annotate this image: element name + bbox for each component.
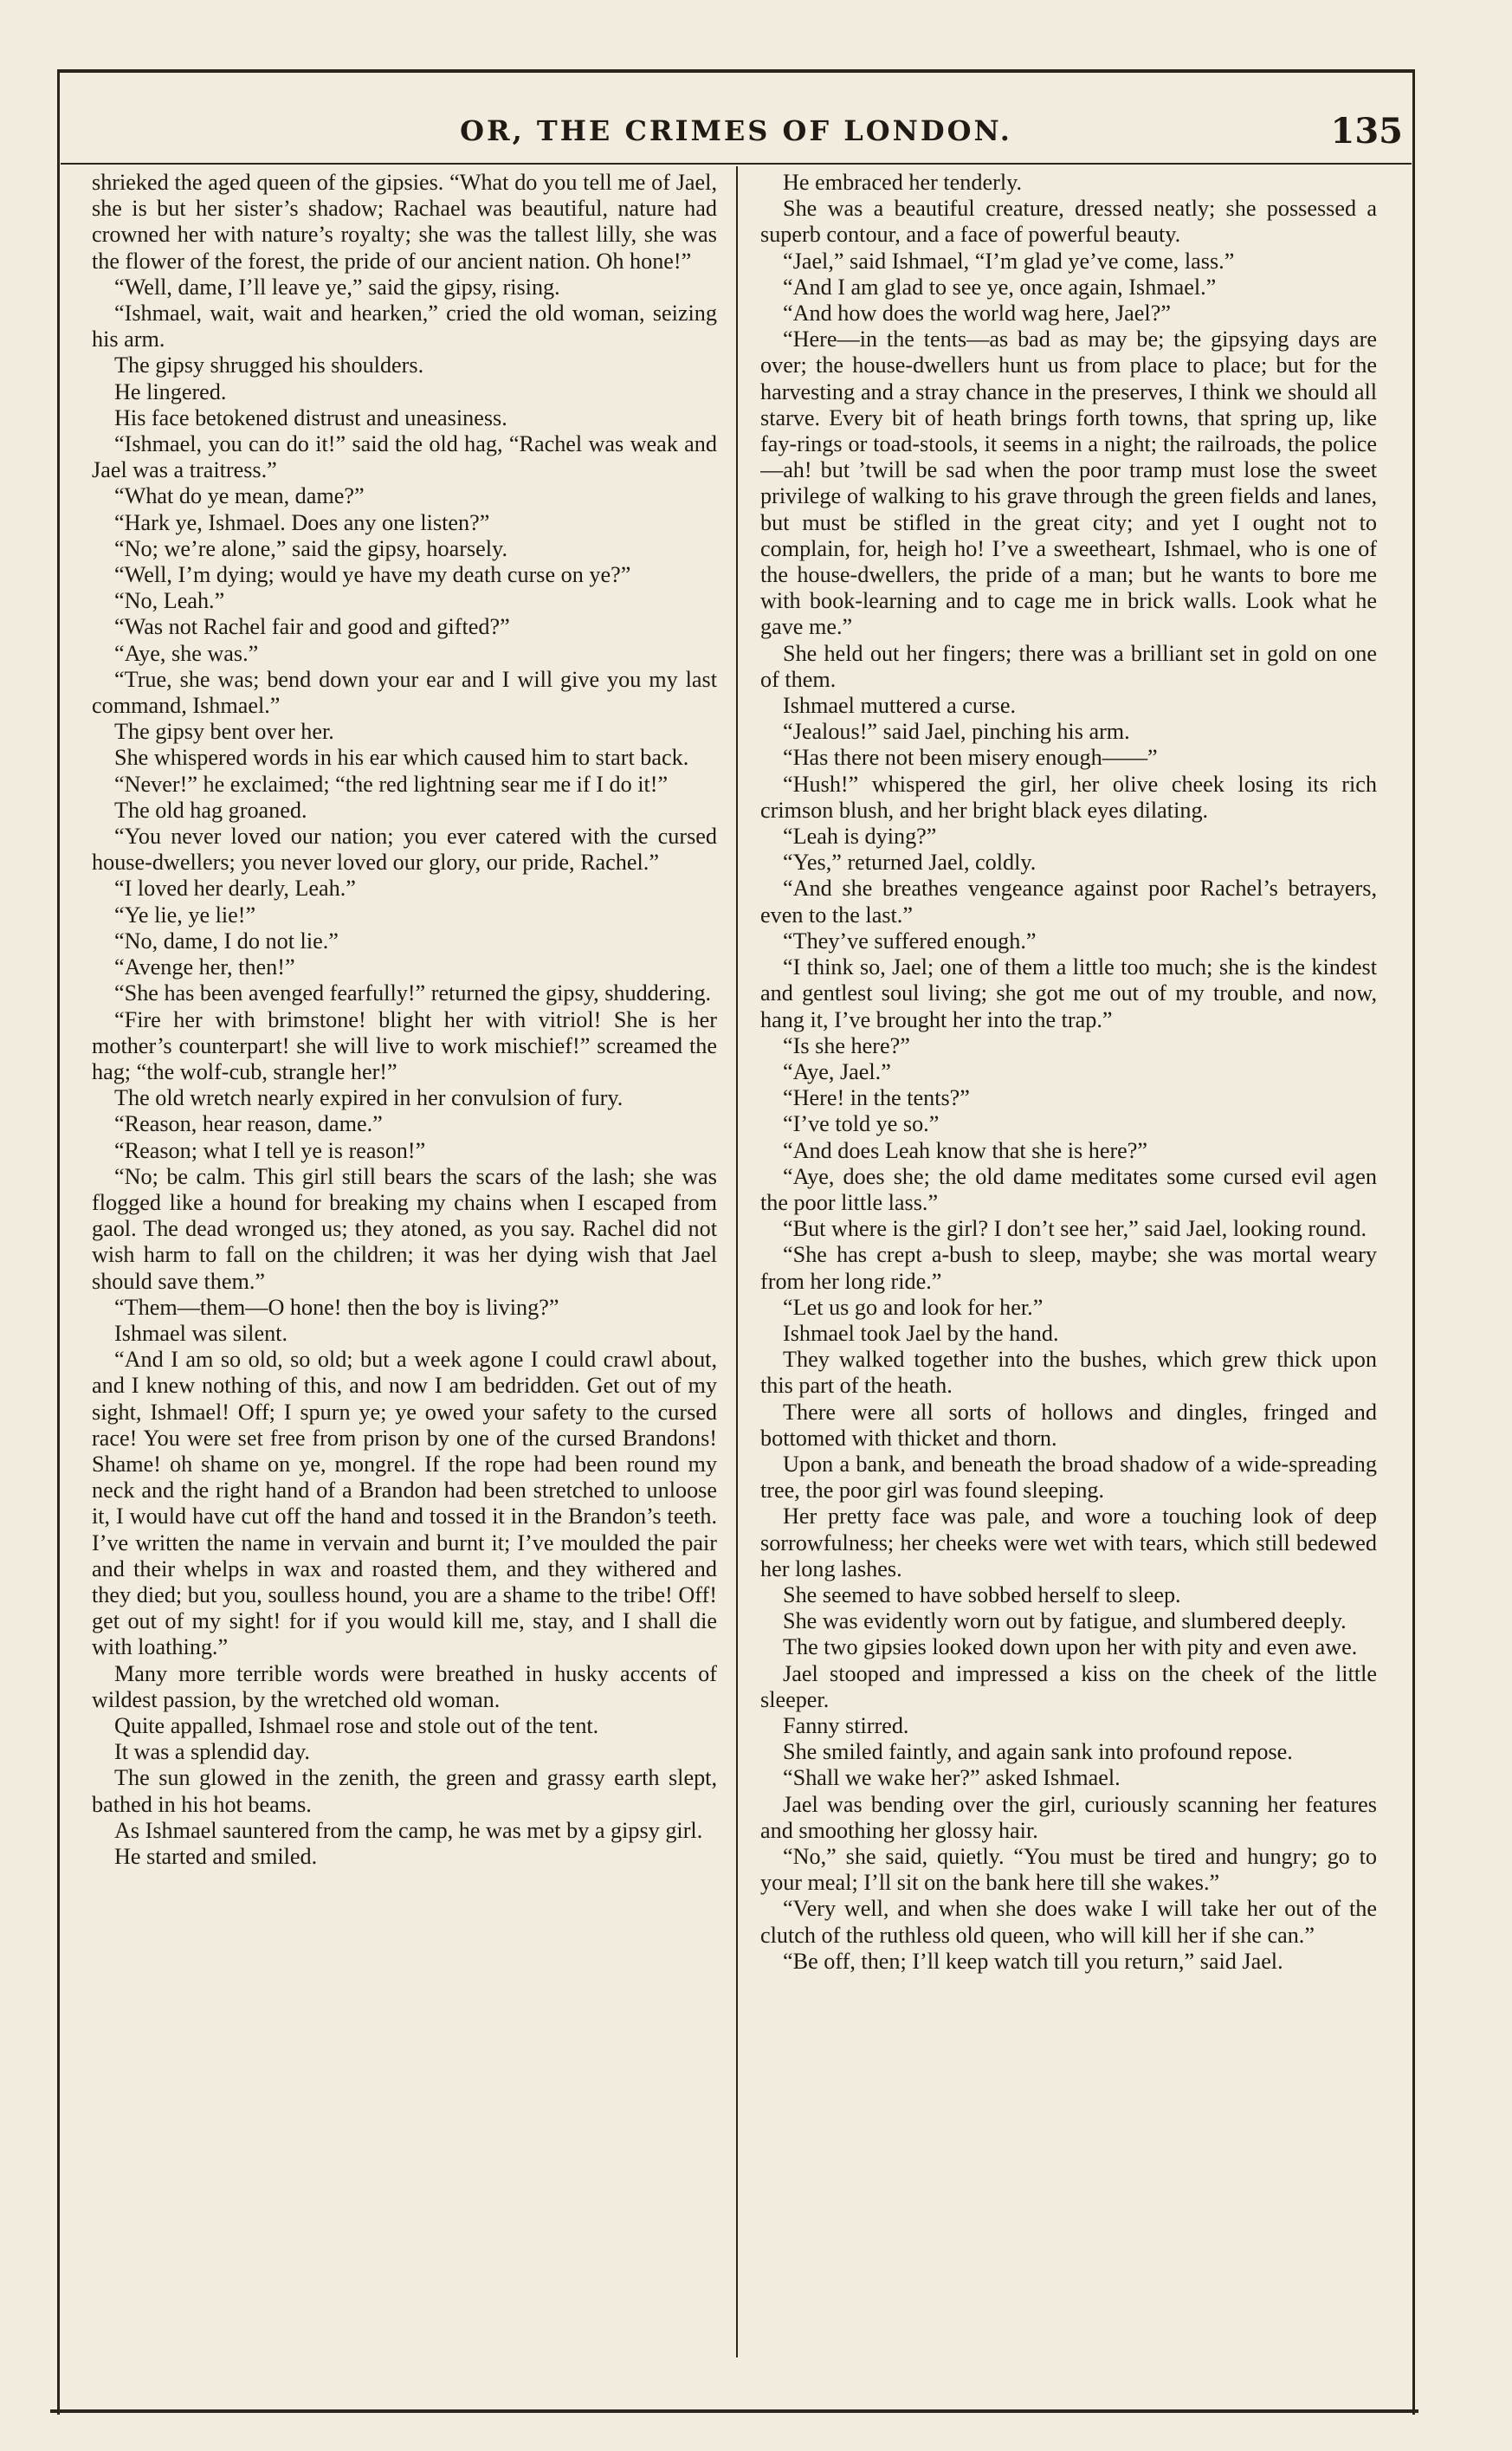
- paragraph: It was a splendid day.: [114, 1739, 310, 1765]
- paragraph: “She has crept a-bush to sleep, maybe; she was mortal weary from her long ride.”: [760, 1242, 1377, 1294]
- paragraph: “Aye, Jael.”: [783, 1058, 891, 1084]
- paragraph: “Very well, and when she does wake I will take her out of the clutch of the ruthless old queen, who will kill her if she can.”: [760, 1896, 1377, 1948]
- paragraph: “Fire her with brimstone! blight her with vitriol! She is her mother’s counterpart! she will live to work mischief!” screamed the hag; “the wolf-cub, strangle her!”: [92, 1006, 717, 1084]
- paragraph: “No,” she said, quietly. “You must be tired and hungry; go to your meal; I’ll sit on the bank here till she wakes.”: [760, 1844, 1377, 1896]
- paragraph: As Ishmael sauntered from the camp, he was met by a gipsy girl.: [114, 1817, 703, 1843]
- paragraph: “Reason; what I tell ye is reason!”: [114, 1137, 426, 1163]
- paragraph: “I loved her dearly, Leah.”: [114, 876, 356, 902]
- running-title: OR, THE CRIMES OF LONDON.: [460, 114, 1012, 147]
- paragraph: She whispered words in his ear which caused him to start back.: [114, 745, 689, 771]
- paragraph: “You never loved our nation; you ever catered with the cursed house-dwellers; you never loved our glory, our pride, Rachel.”: [92, 824, 717, 876]
- paragraph: “Aye, she was.”: [114, 640, 259, 666]
- paragraph: “And does Leah know that she is here?”: [783, 1137, 1148, 1163]
- paragraph: The two gipsies looked down upon her with pity and even awe.: [783, 1634, 1358, 1660]
- page-header: [61, 102, 1412, 163]
- paragraph: “Let us go and look for her.”: [783, 1294, 1044, 1320]
- paragraph: Jael was bending over the girl, curiously scanning her features and smoothing her glossy hair.: [760, 1791, 1377, 1843]
- paragraph: He started and smiled.: [114, 1844, 318, 1869]
- paragraph: “Here! in the tents?”: [783, 1085, 970, 1111]
- paragraph: The old hag groaned.: [114, 797, 307, 823]
- paragraph: Ishmael was silent.: [114, 1320, 288, 1346]
- paragraph: There were all sorts of hollows and dingles, fringed and bottomed with thicket and thorn.: [760, 1399, 1377, 1451]
- paragraph: “True, she was; bend down your ear and I will give you my last command, Ishmael.”: [92, 666, 717, 719]
- paragraph: “No; be calm. This girl still bears the scars of the lash; she was flogged like a hound for breaking my chains when I escaped from gaol. The dead wronged us; they atoned, as you say. Rachel did not wish harm to fall on the children; it was her dying wish that Jael should save them.”: [92, 1163, 717, 1294]
- paragraph: “I think so, Jael; one of them a little too much; she is the kindest and gentlest soul living; she got me out of my trouble, and now, hang it, I’ve brought her into the trap.”: [760, 954, 1377, 1032]
- paragraph: The old wretch nearly expired in her convulsion of fury.: [114, 1085, 624, 1111]
- paragraph: Her pretty face was pale, and wore a touching look of deep sorrowfulness; her cheeks were wet with tears, which still bedewed her long lashes.: [760, 1504, 1377, 1581]
- column-divider: [736, 166, 738, 2357]
- paragraph: Upon a bank, and beneath the broad shadow of a wide-spreading tree, the poor girl was found sleeping.: [760, 1451, 1377, 1504]
- paragraph: “I’ve told ye so.”: [783, 1111, 940, 1137]
- paragraph: “What do ye mean, dame?”: [114, 483, 365, 509]
- paragraph: “Reason, hear reason, dame.”: [114, 1111, 383, 1137]
- paragraph: “But where is the girl? I don’t see her,” said Jael, looking round.: [783, 1216, 1367, 1242]
- bottom-border: [50, 2409, 1418, 2413]
- paragraph: Many more terrible words were breathed in husky accents of wildest passion, by the wretched old woman.: [92, 1660, 717, 1712]
- paragraph: She smiled faintly, and again sank into profound repose.: [783, 1739, 1293, 1765]
- paragraph: Ishmael muttered a curse.: [783, 693, 1017, 719]
- paragraph: He lingered.: [114, 378, 227, 404]
- paragraph: “Aye, does she; the old dame meditates some cursed evil agen the poor little lass.”: [760, 1163, 1377, 1215]
- paragraph: “No; we’re alone,” said the gipsy, hoarsely.: [114, 535, 507, 561]
- paragraph: “No, Leah.”: [114, 588, 225, 614]
- top-border: [57, 69, 1415, 73]
- paragraph: The gipsy shrugged his shoulders.: [114, 352, 424, 378]
- paragraph: “Hush!” whispered the girl, her olive cheek losing its rich crimson blush, and her bright black eyes dilating.: [760, 771, 1377, 823]
- paragraph: “No, dame, I do not lie.”: [114, 928, 339, 954]
- paragraph: “Jael,” said Ishmael, “I’m glad ye’ve come, lass.”: [783, 248, 1235, 274]
- paragraph: His face betokened distrust and uneasiness.: [114, 404, 507, 430]
- paragraph: “Avenge her, then!”: [114, 954, 295, 980]
- paragraph: They walked together into the bushes, which grew thick upon this part of the heath.: [760, 1347, 1377, 1399]
- paragraph: Ishmael took Jael by the hand.: [783, 1320, 1059, 1346]
- page-number: 135: [1330, 111, 1403, 152]
- paragraph: Quite appalled, Ishmael rose and stole out of the tent.: [114, 1712, 599, 1738]
- paragraph: The sun glowed in the zenith, the green and grassy earth slept, bathed in his hot beams.: [92, 1765, 717, 1817]
- paragraph: “Be off, then; I’ll keep watch till you return,” said Jael.: [783, 1948, 1283, 1974]
- paragraph: “Never!” he exclaimed; “the red lightning sear me if I do it!”: [114, 771, 669, 797]
- left-border: [57, 69, 60, 2415]
- header-rule: [61, 163, 1412, 165]
- paragraph: “They’ve suffered enough.”: [783, 928, 1037, 954]
- paragraph: Jael stooped and impressed a kiss on the cheek of the little sleeper.: [760, 1660, 1377, 1712]
- paragraph: “She has been avenged fearfully!” returned the gipsy, shuddering.: [114, 980, 712, 1006]
- paragraph: She seemed to have sobbed herself to sleep.: [783, 1581, 1181, 1607]
- paragraph: “And she breathes vengeance against poor Rachel’s betrayers, even to the last.”: [760, 876, 1377, 928]
- paragraph: “Well, dame, I’ll leave ye,” said the gipsy, rising.: [114, 274, 560, 300]
- paragraph: “Hark ye, Ishmael. Does any one listen?”: [114, 509, 490, 535]
- paragraph: “Well, I’m dying; would ye have my death curse on ye?”: [114, 562, 631, 588]
- paragraph: Fanny stirred.: [783, 1712, 909, 1738]
- paragraph: “Is she here?”: [783, 1032, 910, 1058]
- paragraph: “Was not Rachel fair and good and gifted?”: [114, 614, 510, 640]
- paragraph: “And I am so old, so old; but a week agone I could crawl about, and I knew nothing of this, and now I am bedridden. Get out of my sight, Ishmael! Off; I spurn ye; ye owed your safety to the cursed race! You were set free from prison by one of the cursed Brandons! Shame! oh shame on ye, mongrel. If the rope had been round my neck and the right hand of a Brandon had been stretched to unloose it, I would have cut off the hand and tossed it in the Brandon’s teeth. I’ve written the name in vervain and burnt it; I’ve moulded the pair and their whelps in wax and roasted them, and they withered and they died; but you, soulless hound, you are a shame to the tribe! Off! get out of my sight! for if you would kill me, stay, and I shall die with loathing.”: [92, 1347, 717, 1660]
- paragraph: She was a beautiful creature, dressed neatly; she possessed a superb contour, and a face of powerful beauty.: [760, 196, 1377, 248]
- paragraph: “And I am glad to see ye, once again, Ishmael.”: [783, 274, 1217, 300]
- paragraph: She held out her fingers; there was a brilliant set in gold on one of them.: [760, 640, 1377, 692]
- paragraph: “Shall we wake her?” asked Ishmael.: [783, 1765, 1121, 1791]
- paragraph: “Has there not been misery enough——”: [783, 745, 1158, 771]
- paragraph: “Here—in the tents—as bad as may be; the gipsying days are over; the house-dwellers hunt us from place to place; but for the harvesting and a stray chance in the preserves, I think we should all starve. Every bit of heath brings forth towns, that spring up, like fay-rings or toad-stools, it seems in a night; the railroads, the police—ah! but ’twill be sad when the poor tramp must lose the sweet privilege of walking to his grave through the green fields and lanes, but must be stifled in the great city; and yet I ought not to complain, for, heigh ho! I’ve a sweetheart, Ishmael, who is one of the house-dwellers, the pride of a man; but he wants to bore me with book-learning and to cage me in brick walls. Look what he gave me.”: [760, 327, 1377, 640]
- paragraph: She was evidently worn out by fatigue, and slumbered deeply.: [783, 1608, 1347, 1634]
- paragraph: “Ye lie, ye lie!”: [114, 902, 256, 928]
- paragraph: The gipsy bent over her.: [114, 719, 334, 745]
- paragraph: “Ishmael, wait, wait and hearken,” cried the old woman, seizing his arm.: [92, 301, 717, 352]
- left-column: [92, 170, 717, 2352]
- paragraph: “Jealous!” said Jael, pinching his arm.: [783, 719, 1130, 745]
- paragraph: “Them—them—O hone! then the boy is living?”: [114, 1294, 559, 1320]
- paragraph: He embraced her tenderly.: [783, 170, 1023, 195]
- paragraph: “And how does the world wag here, Jael?”: [783, 301, 1171, 327]
- paragraph: shrieked the aged queen of the gipsies. “What do you tell me of Jael, she is but her sister’s shadow; Rachael was beautiful, nature had crowned her with nature’s royalty; she was the tallest lilly, she was the flower of the forest, the pride of our ancient nation. Oh hone!”: [92, 170, 717, 274]
- paragraph: “Leah is dying?”: [783, 824, 937, 850]
- right-column: [760, 170, 1377, 2352]
- paragraph: “Ishmael, you can do it!” said the old hag, “Rachel was weak and Jael was a traitress.”: [92, 431, 717, 483]
- paragraph: “Yes,” returned Jael, coldly.: [783, 850, 1037, 876]
- right-border: [1412, 69, 1415, 2415]
